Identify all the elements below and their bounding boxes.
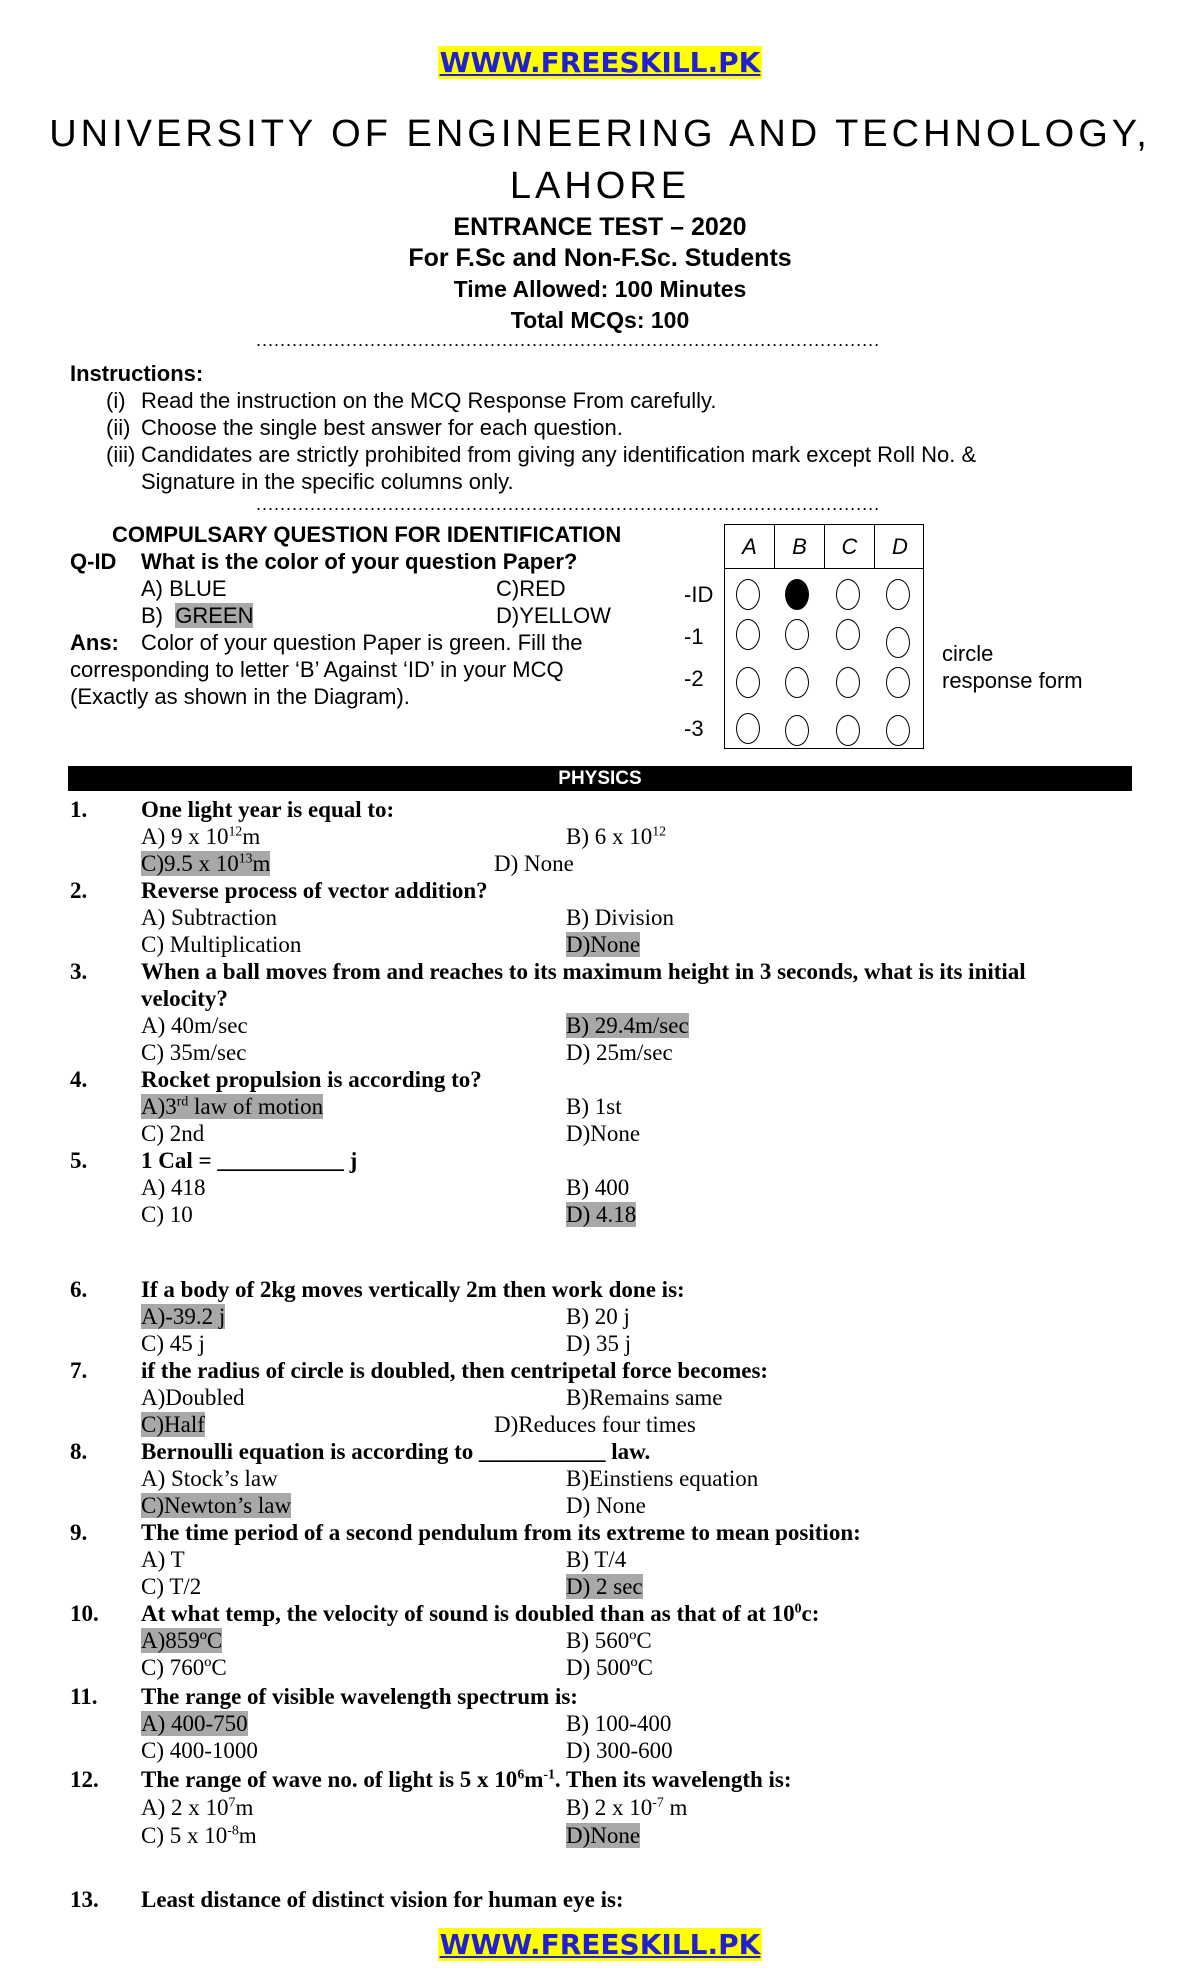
- dotted-divider-1: ........................................................................................................: [256, 330, 881, 350]
- grid-col-b: B: [775, 525, 825, 568]
- q3-option-d: D) 25m/sec: [566, 1040, 673, 1065]
- website-link[interactable]: WWW.FREESKILL.PK: [439, 46, 761, 79]
- q12-option-b: B) 2 x $10^{-7}$ m: [566, 1794, 688, 1820]
- q11-option-d: D) 300-600: [566, 1738, 673, 1763]
- q5-number: 5.: [70, 1148, 88, 1173]
- university-city: LAHORE: [509, 165, 691, 207]
- q6-number: 6.: [70, 1277, 88, 1302]
- bubble-1-c[interactable]: [836, 619, 860, 650]
- grid-row-1: -1: [684, 624, 704, 649]
- university-title: UNIVERSITY OF ENGINEERING AND TECHNOLOGY,: [49, 113, 1151, 155]
- instruction-num-3: (iii): [106, 442, 136, 467]
- bubble-3-d[interactable]: [886, 715, 910, 746]
- ans-label: Ans:: [70, 630, 119, 655]
- q4-option-c: C) 2nd: [141, 1121, 205, 1146]
- bubble-2-a[interactable]: [736, 667, 760, 698]
- ans-line-2: corresponding to letter ‘B’ Against ‘ID’ in your MCQ: [70, 657, 564, 682]
- q6-option-a: A)-39.2 j: [141, 1304, 226, 1329]
- q4-option-b: B) 1st: [566, 1094, 622, 1119]
- q4-option-d: D)None: [566, 1121, 641, 1146]
- top-website-banner: [0, 46, 1200, 79]
- time-allowed: Time Allowed: 100 Minutes: [453, 276, 747, 302]
- grid-row-2: -2: [684, 666, 704, 691]
- q10-option-a-wrap: [141, 1627, 222, 1654]
- q4-number: 4.: [70, 1067, 88, 1092]
- q1-number: 1.: [70, 797, 88, 822]
- qid-option-b: B) GREEN: [141, 603, 254, 628]
- q9-option-d-wrap: [566, 1573, 643, 1600]
- q3-option-b: B) 29.4m/sec: [566, 1013, 689, 1038]
- instruction-text-3-cont: Signature in the specific columns only.: [141, 469, 514, 494]
- q8-option-a: A) Stock’s law: [141, 1466, 278, 1491]
- test-title: ENTRANCE TEST – 2020: [453, 213, 747, 241]
- bubble-id-c[interactable]: [836, 579, 860, 610]
- q10-number: 10.: [70, 1601, 99, 1626]
- qid-question: What is the color of your question Paper?: [141, 549, 578, 574]
- q11-option-a-wrap: [141, 1710, 248, 1737]
- q8-number: 8.: [70, 1439, 88, 1464]
- q7-option-d: D)Reduces four times: [494, 1412, 696, 1437]
- q2-option-c: C) Multiplication: [141, 932, 302, 957]
- q6-text: If a body of 2kg moves vertically 2m then work done is:: [141, 1277, 685, 1302]
- instruction-num-1: (i): [106, 388, 126, 413]
- q8-option-d: D) None: [566, 1493, 646, 1518]
- ans-line-1: Color of your question Paper is green. Fill the: [141, 630, 583, 655]
- bubble-1-a[interactable]: [736, 619, 760, 650]
- q1-option-b: B) 6 x $10^{12}$: [566, 823, 667, 849]
- instructions-title: Instructions:: [70, 361, 204, 386]
- qid-option-b-answer: GREEN: [175, 603, 254, 628]
- q3-text: When a ball moves from and reaches to its maximum height in 3 seconds, what is its initial: [141, 959, 1026, 984]
- website-link-bottom[interactable]: WWW.FREESKILL.PK: [439, 1928, 761, 1961]
- q9-option-a: A) T: [141, 1547, 185, 1572]
- bubble-2-b[interactable]: [785, 667, 809, 698]
- q1-answer-highlight: C)9.5 x $10^{13}m$: [141, 850, 271, 876]
- q12-option-c: C) 5 x $10^{-8}m$: [141, 1822, 257, 1848]
- identification-heading: COMPULSARY QUESTION FOR IDENTIFICATION: [112, 522, 622, 547]
- bubble-3-b[interactable]: [785, 715, 809, 746]
- q4-answer-highlight: A)3rd law of motion: [141, 1093, 324, 1119]
- q10-option-a: A)859ºC: [141, 1628, 223, 1653]
- bubble-id-d[interactable]: [886, 579, 910, 610]
- bubble-2-c[interactable]: [836, 667, 860, 698]
- q3-option-b-wrap: [566, 1012, 689, 1039]
- q1-option-a: A) 9 x $10^{12}m$: [141, 823, 261, 849]
- q4-text: Rocket propulsion is according to?: [141, 1067, 482, 1092]
- q2-option-d: D)None: [566, 932, 641, 957]
- q13-number: 13.: [70, 1887, 99, 1912]
- q1-text: One light year is equal to:: [141, 797, 395, 822]
- q7-option-c-wrap: [141, 1411, 205, 1438]
- q1-option-c: [141, 850, 270, 877]
- bubble-2-d[interactable]: [886, 667, 910, 698]
- q11-option-b: B) 100-400: [566, 1711, 672, 1736]
- instruction-num-2: (ii): [106, 415, 131, 440]
- q7-option-c: C)Half: [141, 1412, 205, 1437]
- q12-option-d: D)None: [566, 1823, 641, 1848]
- q5-text: 1 Cal = ___________ j: [141, 1148, 358, 1173]
- q10-option-b: B) 560ºC: [566, 1628, 652, 1653]
- instruction-text-2: Choose the single best answer for each question.: [141, 415, 623, 440]
- q6-option-d: D) 35 j: [566, 1331, 632, 1356]
- q5-option-d: D) 4.18: [566, 1202, 637, 1227]
- bubble-id-a[interactable]: [736, 579, 760, 610]
- q6-option-c: C) 45 j: [141, 1331, 205, 1356]
- q9-option-b: B) T/4: [566, 1547, 627, 1572]
- q2-option-d-wrap: [566, 931, 640, 958]
- q2-option-a: A) Subtraction: [141, 905, 278, 930]
- bubble-1-d[interactable]: [886, 627, 910, 658]
- q7-text: if the radius of circle is doubled, then centripetal force becomes:: [141, 1358, 769, 1383]
- q13-text: Least distance of distinct vision for human eye is:: [141, 1887, 624, 1912]
- instruction-text-3: Candidates are strictly prohibited from giving any identification mark except Roll No. &: [141, 442, 977, 467]
- q9-option-c: C) T/2: [141, 1574, 202, 1599]
- grid-row-3: -3: [684, 716, 704, 741]
- bubble-3-c[interactable]: [836, 715, 860, 746]
- test-audience: For F.Sc and Non-F.Sc. Students: [408, 244, 792, 272]
- q11-option-a: A) 400-750: [141, 1711, 248, 1736]
- q3-text-cont: velocity?: [141, 986, 228, 1011]
- bubble-id-b-filled[interactable]: [785, 579, 809, 610]
- q3-option-a: A) 40m/sec: [141, 1013, 248, 1038]
- response-grid: [724, 524, 924, 749]
- q1-option-d: D) None: [494, 851, 574, 876]
- bubble-1-b[interactable]: [785, 619, 809, 650]
- bubble-3-a[interactable]: [736, 713, 760, 744]
- q12-text: The range of wave no. of light is 5 x $10^6m^{-1}$. Then its wavelength is:: [141, 1766, 792, 1792]
- grid-col-d: D: [892, 534, 908, 559]
- q11-number: 11.: [70, 1684, 98, 1709]
- physics-section-header: PHYSICS: [68, 766, 1132, 791]
- q10-option-d: D) 500ºC: [566, 1655, 653, 1680]
- q8-option-c: C)Newton’s law: [141, 1493, 292, 1518]
- q8-option-c-wrap: [141, 1492, 291, 1519]
- q9-text: The time period of a second pendulum from its extreme to mean position:: [141, 1520, 861, 1545]
- ans-line-3: (Exactly as shown in the Diagram).: [70, 684, 410, 709]
- q5-option-a: A) 418: [141, 1175, 206, 1200]
- q6-option-b: B) 20 j: [566, 1304, 630, 1329]
- q9-number: 9.: [70, 1520, 88, 1545]
- grid-col-c: C: [825, 525, 875, 568]
- q8-text: Bernoulli equation is according to ___________ law.: [141, 1439, 651, 1464]
- q6-option-a-wrap: [141, 1303, 225, 1330]
- q3-option-c: C) 35m/sec: [141, 1040, 247, 1065]
- qid-option-c: C)RED: [496, 576, 566, 601]
- total-mcqs: Total MCQs: 100: [510, 307, 690, 333]
- q11-option-c: C) 400-1000: [141, 1738, 258, 1763]
- q7-number: 7.: [70, 1358, 88, 1383]
- q9-option-d: D) 2 sec: [566, 1574, 643, 1599]
- q5-option-d-wrap: [566, 1201, 636, 1228]
- side-note-line-1: circle: [942, 641, 994, 666]
- q4-option-a: [141, 1093, 323, 1120]
- qid-option-d: D)YELLOW: [496, 603, 611, 628]
- grid-header-line: [725, 568, 923, 569]
- q12-option-d-wrap: [566, 1822, 640, 1849]
- q12-number: 12.: [70, 1767, 99, 1792]
- grid-row-id: -ID: [684, 582, 714, 607]
- grid-col-a: A: [725, 525, 775, 568]
- q10-option-c: C) 760ºC: [141, 1655, 227, 1680]
- q12-option-a: A) 2 x $10^7m$: [141, 1794, 254, 1820]
- side-note-line-2: response form: [942, 668, 1083, 693]
- instruction-text-1: Read the instruction on the MCQ Response From carefully.: [141, 388, 717, 413]
- q5-option-c: C) 10: [141, 1202, 193, 1227]
- q5-option-b: B) 400: [566, 1175, 630, 1200]
- q2-number: 2.: [70, 878, 88, 903]
- bottom-website-banner: [0, 1928, 1200, 1961]
- q7-option-b: B)Remains same: [566, 1385, 723, 1410]
- q8-option-b: B)Einstiens equation: [566, 1466, 759, 1491]
- q10-text: At what temp, the velocity of sound is doubled than as that of at $10^0c$:: [141, 1600, 820, 1626]
- q7-option-a: A)Doubled: [141, 1385, 245, 1410]
- q2-text: Reverse process of vector addition?: [141, 878, 488, 903]
- dotted-divider-2: ........................................................................................................: [256, 494, 881, 514]
- q11-text: The range of visible wavelength spectrum is:: [141, 1684, 578, 1709]
- qid-label: Q-ID: [70, 549, 117, 574]
- qid-option-a: A) BLUE: [141, 576, 227, 601]
- q3-number: 3.: [70, 959, 88, 984]
- q2-option-b: B) Division: [566, 905, 674, 930]
